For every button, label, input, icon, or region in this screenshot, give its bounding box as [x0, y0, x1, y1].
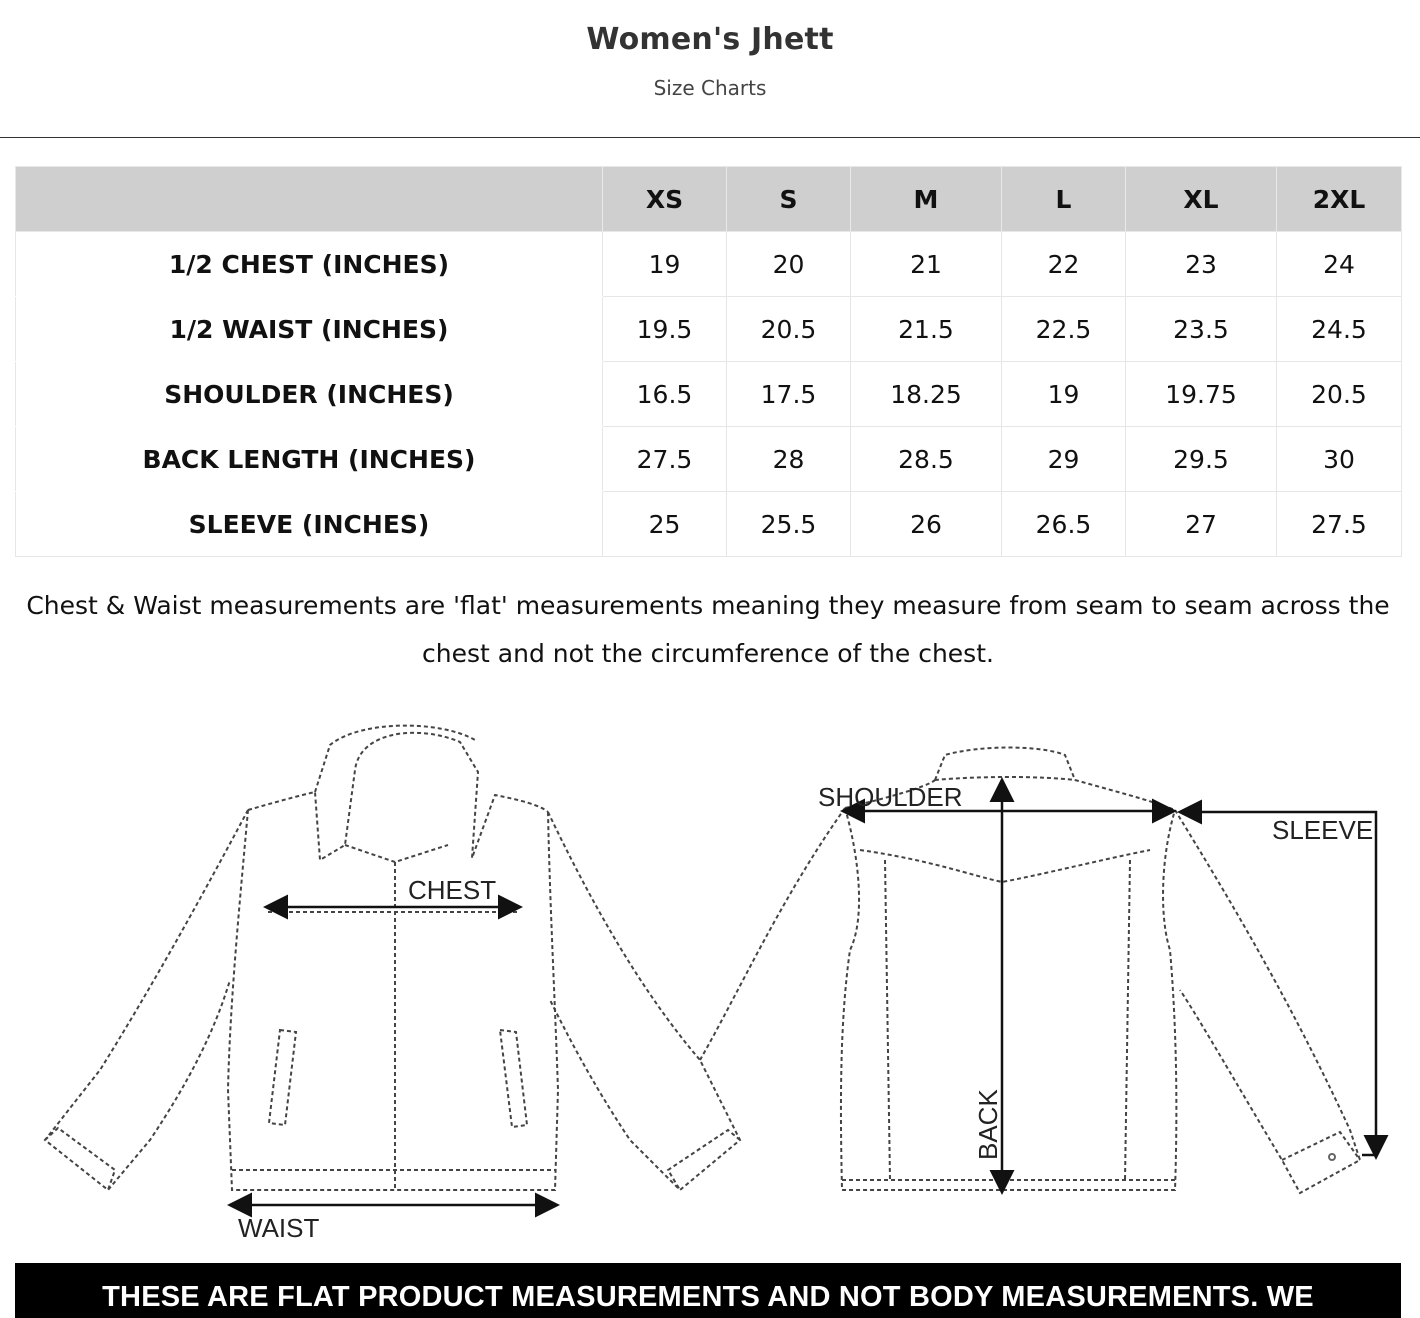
- row-label-back-length: BACK LENGTH (INCHES): [16, 427, 603, 492]
- front-jacket-drawing: [45, 726, 740, 1190]
- size-header-xs: XS: [603, 167, 727, 232]
- row-label-sleeve: SLEEVE (INCHES): [16, 492, 603, 557]
- table-cell: 22: [1002, 232, 1126, 297]
- table-cell: 29.5: [1126, 427, 1277, 492]
- table-cell: 28: [727, 427, 851, 492]
- waist-label: WAIST: [238, 1213, 320, 1243]
- size-chart-table: [15, 166, 1402, 557]
- table-cell: 29: [1002, 427, 1126, 492]
- table-cell: 24.5: [1277, 297, 1402, 362]
- row-label-waist: 1/2 WAIST (INCHES): [16, 297, 603, 362]
- table-cell: 24: [1277, 232, 1402, 297]
- page-title: Women's Jhett: [586, 22, 834, 57]
- table-row: [16, 362, 1402, 427]
- flat-measurements-banner: THESE ARE FLAT PRODUCT MEASUREMENTS AND NOT BODY MEASUREMENTS. WE: [15, 1263, 1401, 1318]
- header-empty-cell: [16, 167, 603, 232]
- table-cell: 19.5: [603, 297, 727, 362]
- size-header-l: L: [1002, 167, 1126, 232]
- table-row: [16, 297, 1402, 362]
- jacket-measurement-diagram: [0, 700, 1420, 1260]
- table-cell: 28.5: [851, 427, 1002, 492]
- table-cell: 21: [851, 232, 1002, 297]
- back-label: BACK: [973, 1089, 1003, 1160]
- table-cell: 21.5: [851, 297, 1002, 362]
- table-cell: 22.5: [1002, 297, 1126, 362]
- table-cell: 30: [1277, 427, 1402, 492]
- back-jacket-drawing: [700, 748, 1360, 1194]
- table-cell: 27.5: [603, 427, 727, 492]
- row-label-shoulder: SHOULDER (INCHES): [16, 362, 603, 427]
- size-header-2xl: 2XL: [1277, 167, 1402, 232]
- size-header-m: M: [851, 167, 1002, 232]
- chest-label: CHEST: [408, 875, 497, 905]
- table-cell: 19: [1002, 362, 1126, 427]
- table-row: [16, 232, 1402, 297]
- table-cell: 20.5: [1277, 362, 1402, 427]
- table-cell: 19.75: [1126, 362, 1277, 427]
- table-cell: 17.5: [727, 362, 851, 427]
- size-header-s: S: [727, 167, 851, 232]
- table-cell: 23: [1126, 232, 1277, 297]
- table-cell: 20.5: [727, 297, 851, 362]
- page-header: [0, 0, 1420, 139]
- sleeve-arrow: [1182, 812, 1376, 1155]
- table-cell: 27: [1126, 492, 1277, 557]
- table-cell: 26: [851, 492, 1002, 557]
- measurement-note: Chest & Waist measurements are 'flat' measurements meaning they measure from seam to seam across the chest and not the circumference of the chest.: [26, 591, 1390, 668]
- table-cell: 26.5: [1002, 492, 1126, 557]
- size-header-xl: XL: [1126, 167, 1277, 232]
- table-cell: 25.5: [727, 492, 851, 557]
- table-row: [16, 427, 1402, 492]
- table-row: [16, 492, 1402, 557]
- table-cell: 20: [727, 232, 851, 297]
- size-header-row: [16, 167, 1402, 232]
- table-cell: 16.5: [603, 362, 727, 427]
- page-subtitle: Size Charts: [653, 76, 767, 100]
- table-cell: 23.5: [1126, 297, 1277, 362]
- table-cell: 19: [603, 232, 727, 297]
- header-divider: [0, 137, 1420, 138]
- table-cell: 25: [603, 492, 727, 557]
- sleeve-label: SLEEVE: [1272, 815, 1374, 845]
- row-label-chest: 1/2 CHEST (INCHES): [16, 232, 603, 297]
- table-cell: 18.25: [851, 362, 1002, 427]
- table-cell: 27.5: [1277, 492, 1402, 557]
- shoulder-label: SHOULDER: [818, 782, 963, 812]
